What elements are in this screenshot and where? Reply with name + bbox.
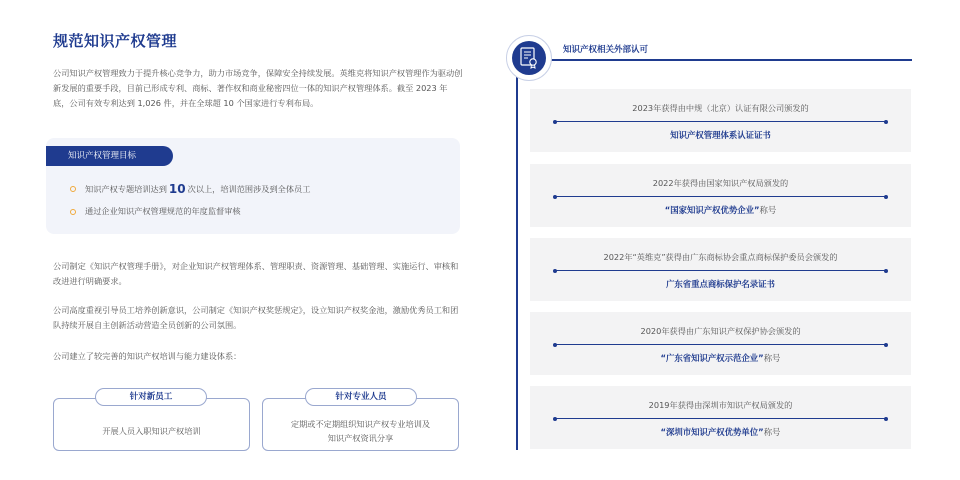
intro-paragraph: 公司知识产权管理致力于提升核心竞争力，助力市场竞争，保障安全持续发展。英维克将知识产权管理作为驱动创新发展的重要手段，目前已形成专利、商标、著作权和商业秘密四位一体的知识产权管理体系。截至 2023 年底，公司有效专利达到 1,026 件，并在全球超 10 个国家进行专利布局。: [53, 68, 463, 108]
recognition-title: 知识产权相关外部认可: [563, 45, 649, 55]
award-divider: [555, 418, 886, 419]
card-new-staff-text: 开展人员入职知识产权培训: [102, 426, 201, 436]
card-professionals-line: 知识产权资讯分享: [327, 433, 394, 443]
goal-item-training: [70, 182, 310, 196]
goal-item-audit: [70, 206, 241, 217]
award-issuer: 2019年获得由深圳市知识产权局颁发的: [648, 400, 793, 410]
award-card: [530, 238, 911, 301]
award-card: [530, 312, 911, 375]
certificate-icon: [519, 47, 539, 69]
award-issuer: 2022年“英维克”获得由广东商标协会重点商标保护委员会颁发的: [603, 252, 838, 262]
award-name: “广东省知识产权示范企业”称号: [660, 353, 781, 363]
award-divider: [555, 270, 886, 271]
award-issuer: 2023年获得由中规（北京）认证有限公司颁发的: [632, 103, 809, 113]
award-name: “国家知识产权优势企业”称号: [664, 205, 777, 215]
header-rule: [540, 59, 912, 61]
emblem: [506, 35, 552, 81]
goal-item-number: 10: [168, 182, 186, 196]
bullet-icon: [70, 209, 76, 215]
award-card: [530, 386, 911, 449]
award-issuer: 2020年获得由广东知识产权保护协会颁发的: [640, 326, 801, 336]
card-new-staff-title: 针对新员工: [95, 388, 207, 406]
award-card: [530, 164, 911, 227]
award-name: “深圳市知识产权优势单位”称号: [660, 427, 781, 437]
manual-paragraph: 公司制定《知识产权管理手册》，对企业知识产权管理体系、管理职责、资源管理、基础管理、实施运行、审核和改进进行明确要求。: [53, 261, 459, 286]
award-name: 知识产权管理体系认证证书: [670, 130, 771, 140]
goal-tab: 知识产权管理目标: [46, 146, 173, 166]
bullet-icon: [70, 186, 76, 192]
training-paragraph: 公司建立了较完善的知识产权培训与能力建设体系：: [53, 351, 242, 361]
goal-item-text: 知识产权专题培训达到: [85, 183, 167, 194]
innovation-paragraph: 公司高度重视引导员工培养创新意识，公司制定《知识产权奖惩规定》，设立知识产权奖金池，激励优秀员工和团队持续开展自主创新活动营造全员创新的公司氛围。: [53, 305, 459, 330]
timeline-line: [516, 60, 518, 450]
award-divider: [555, 121, 886, 122]
award-issuer: 2022年获得由国家知识产权局颁发的: [652, 178, 789, 188]
award-divider: [555, 344, 886, 345]
card-professionals-text: [262, 417, 459, 445]
card-professionals-title: 针对专业人员: [305, 388, 417, 406]
goal-item-text: 次以上，培训范围涉及到全体员工: [187, 183, 311, 194]
card-professionals-line: 定期或不定期组织知识产权专业培训及: [290, 419, 431, 429]
goal-item-text: 通过企业知识产权管理规范的年度监督审核: [85, 206, 241, 216]
award-divider: [555, 196, 886, 197]
page-title: 规范知识产权管理: [53, 32, 178, 50]
award-name: 广东省重点商标保护名录证书: [666, 279, 775, 289]
award-card: [530, 89, 911, 152]
